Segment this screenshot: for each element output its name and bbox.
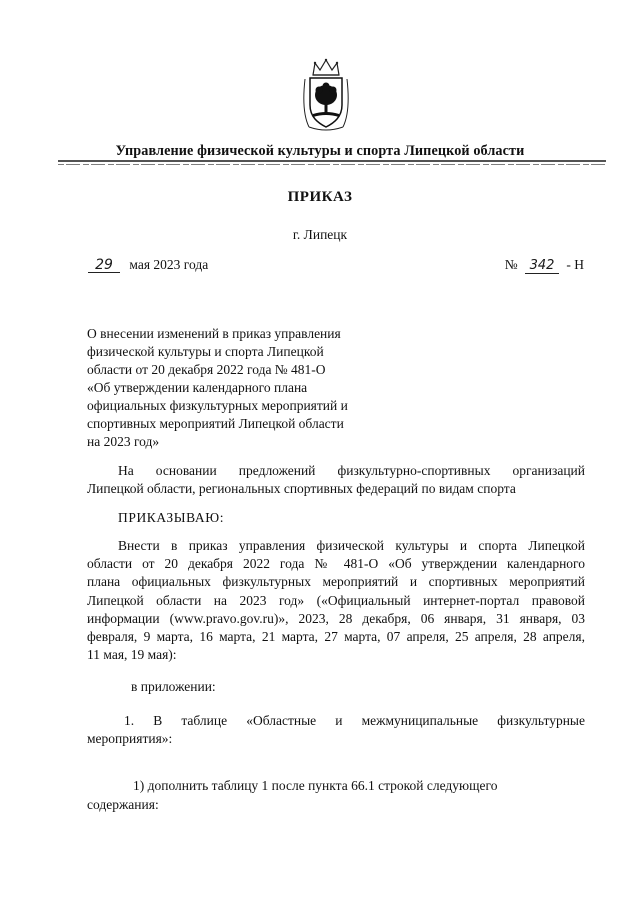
order-date: [88, 257, 208, 273]
paragraph-line: плана официальных физкультурных мероприятий и спортивных мероприятий: [87, 574, 585, 590]
amendment-paragraph: [87, 537, 585, 664]
paragraph-line: мероприятия»:: [87, 731, 173, 747]
organization-name: Управление физической культуры и спорта Липецкой области: [115, 143, 525, 159]
in-appendix-label: в приложении:: [131, 679, 216, 694]
document-type-title: ПРИКАЗ: [287, 189, 353, 205]
basis-paragraph: [87, 462, 585, 498]
paragraph-line: Липецкой области, региональных спортивных федераций по видам спорта: [87, 481, 516, 497]
number-sign: №: [504, 257, 518, 272]
date-month-year: мая 2023 года: [129, 257, 209, 272]
paragraph-line: 11 мая, 19 мая):: [87, 647, 177, 663]
subject-line: спортивных мероприятий Липецкой области: [87, 416, 344, 431]
coat-of-arms-emblem: [301, 57, 351, 133]
order-subject: [87, 325, 387, 451]
handwritten-number: 342: [525, 259, 559, 274]
subject-line: официальных физкультурных мероприятий и: [87, 398, 348, 413]
subitem-1-paragraph: [87, 776, 557, 814]
paragraph-line: 1. В таблице «Областные и межмуниципальные физкультурные: [124, 713, 585, 728]
subject-line: О внесении изменений в приказ управления: [87, 326, 341, 341]
subject-line: «Об утверждении календарного плана: [87, 380, 308, 395]
paragraph-line: Внести в приказ управления физической культуры и спорта Липецкой: [118, 538, 585, 553]
paragraph-line: Липецкой области на 2023 год» («Официальный интернет-портал правовой: [87, 592, 585, 608]
header-double-rule: [58, 160, 606, 166]
city-label: г. Липецк: [292, 227, 348, 242]
subject-line: физической культуры и спорта Липецкой: [87, 344, 324, 359]
paragraph-line: 1) дополнить таблицу 1 после пункта 66.1 строкой следующего: [133, 778, 498, 793]
item-1-paragraph: [87, 712, 585, 748]
paragraph-line: февраля, 9 марта, 16 марта, 21 марта, 27 марта, 07 апреля, 25 апреля, 28 апреля,: [87, 629, 585, 645]
paragraph-line: содержания:: [87, 797, 159, 812]
paragraph-line: На основании предложений физкультурно-спортивных организаций: [118, 463, 585, 478]
number-suffix: - Н: [566, 257, 584, 272]
handwritten-day: 29: [88, 258, 120, 273]
subject-line: области от 20 декабря 2022 года № 481-О: [87, 362, 326, 377]
order-directive-word: ПРИКАЗЫВАЮ:: [118, 510, 225, 525]
order-number: [505, 257, 584, 274]
paragraph-line: информации (www.pravo.gov.ru)», 2023, 28 декабря, 06 января, 31 января, 03: [87, 610, 585, 626]
subject-line: на 2023 год»: [87, 434, 160, 449]
paragraph-line: области от 20 декабря 2022 года № 481-О «Об утверждении календарного: [87, 556, 585, 572]
